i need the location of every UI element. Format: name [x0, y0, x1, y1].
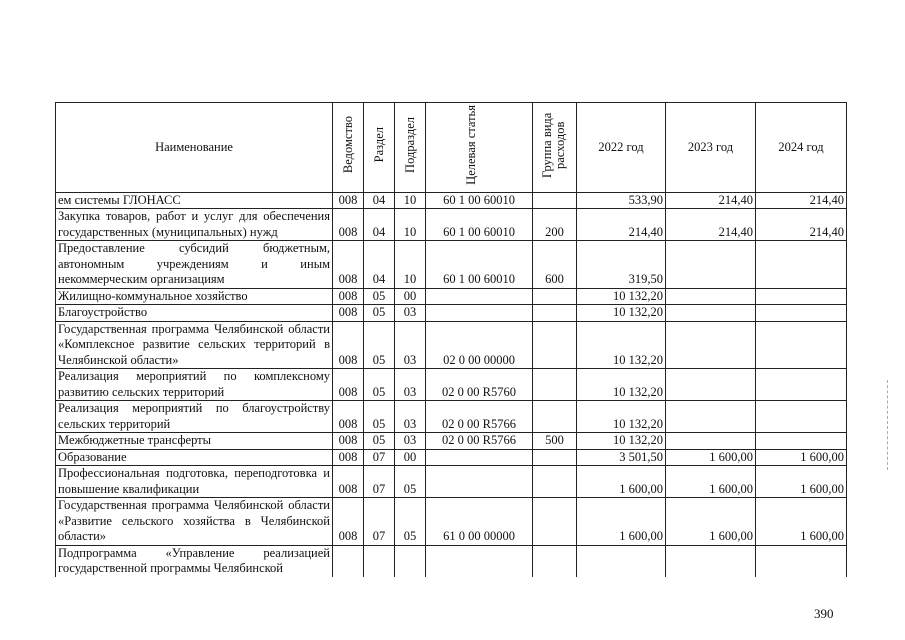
row-podrazdel: 03: [395, 369, 426, 401]
row-podrazdel: 03: [395, 401, 426, 433]
row-name: Образование: [56, 449, 333, 466]
row-2023: 214,40: [666, 192, 756, 209]
row-gruppa: 500: [533, 433, 577, 450]
row-gruppa: [533, 449, 577, 466]
row-2022: 10 132,20: [577, 288, 666, 305]
header-podrazdel: Подраздел: [395, 103, 426, 193]
table-row: [56, 321, 847, 369]
row-name: ем системы ГЛОНАСС: [56, 192, 333, 209]
row-2022: 10 132,20: [577, 433, 666, 450]
row-2024: 1 600,00: [756, 449, 847, 466]
row-2024: [756, 545, 847, 577]
row-2024: [756, 241, 847, 289]
row-2024: [756, 433, 847, 450]
row-2023: 1 600,00: [666, 466, 756, 498]
row-2022: 1 600,00: [577, 498, 666, 546]
row-podrazdel: 10: [395, 241, 426, 289]
row-razdel: 07: [364, 466, 395, 498]
row-vedomstvo: 008: [333, 449, 364, 466]
page-number: 390: [814, 606, 834, 621]
header-row: [56, 103, 847, 193]
row-podrazdel: 05: [395, 466, 426, 498]
row-vedomstvo: 008: [333, 321, 364, 369]
budget-table: [55, 102, 847, 577]
row-razdel: 05: [364, 288, 395, 305]
row-razdel: 04: [364, 241, 395, 289]
row-2023: [666, 369, 756, 401]
row-2022: [577, 545, 666, 577]
row-celevaya-statya: [426, 545, 533, 577]
row-vedomstvo: 008: [333, 305, 364, 322]
row-name: Предоставление субсидий бюджетным, автономным учреждениям и иным некоммерческим организациям: [56, 241, 333, 289]
row-gruppa: [533, 466, 577, 498]
row-razdel: [364, 545, 395, 577]
row-gruppa: [533, 288, 577, 305]
row-podrazdel: 10: [395, 209, 426, 241]
row-vedomstvo: 008: [333, 369, 364, 401]
row-name: Государственная программа Челябинской области «Развитие сельского хозяйства в Челябинской области»: [56, 498, 333, 546]
table-body: [56, 192, 847, 577]
row-vedomstvo: 008: [333, 433, 364, 450]
header-2022: 2022 год: [577, 103, 666, 193]
row-name: Государственная программа Челябинской области «Комплексное развитие сельских территорий в Челябинской области»: [56, 321, 333, 369]
row-2023: 214,40: [666, 209, 756, 241]
row-gruppa: 600: [533, 241, 577, 289]
row-podrazdel: [395, 545, 426, 577]
row-2024: [756, 321, 847, 369]
row-celevaya-statya: [426, 449, 533, 466]
row-podrazdel: 03: [395, 305, 426, 322]
row-razdel: 04: [364, 209, 395, 241]
row-2024: [756, 401, 847, 433]
table-row: [56, 449, 847, 466]
row-name: Жилищно-коммунальное хозяйство: [56, 288, 333, 305]
table-row: [56, 192, 847, 209]
row-vedomstvo: [333, 545, 364, 577]
row-name: Подпрограмма «Управление реализацией государственной программы Челябинской: [56, 545, 333, 577]
row-podrazdel: 10: [395, 192, 426, 209]
row-gruppa: [533, 369, 577, 401]
row-2023: [666, 305, 756, 322]
row-2022: 10 132,20: [577, 305, 666, 322]
row-razdel: 07: [364, 498, 395, 546]
row-name: Профессиональная подготовка, переподготовка и повышение квалификации: [56, 466, 333, 498]
header-gruppa-vida-rashodov: Группа вида расходов: [533, 103, 577, 193]
row-celevaya-statya: 61 0 00 00000: [426, 498, 533, 546]
row-podrazdel: 03: [395, 321, 426, 369]
row-razdel: 05: [364, 321, 395, 369]
row-razdel: 05: [364, 369, 395, 401]
row-vedomstvo: 008: [333, 241, 364, 289]
table-row: [56, 209, 847, 241]
row-2023: [666, 433, 756, 450]
row-2022: 533,90: [577, 192, 666, 209]
header-vedomstvo: Ведомство: [333, 103, 364, 193]
row-2022: 10 132,20: [577, 321, 666, 369]
row-podrazdel: 03: [395, 433, 426, 450]
row-2023: 1 600,00: [666, 498, 756, 546]
row-celevaya-statya: [426, 288, 533, 305]
row-2023: 1 600,00: [666, 449, 756, 466]
row-gruppa: [533, 498, 577, 546]
row-2022: 3 501,50: [577, 449, 666, 466]
row-2022: 10 132,20: [577, 401, 666, 433]
table-row: [56, 498, 847, 546]
row-2024: 214,40: [756, 209, 847, 241]
row-gruppa: [533, 401, 577, 433]
header-celevaya-statya: Целевая статья: [426, 103, 533, 193]
row-vedomstvo: 008: [333, 209, 364, 241]
row-2023: [666, 241, 756, 289]
row-podrazdel: 00: [395, 449, 426, 466]
row-2024: 214,40: [756, 192, 847, 209]
table-row: [56, 369, 847, 401]
margin-mark: [887, 380, 889, 470]
row-2022: 319,50: [577, 241, 666, 289]
row-2022: 1 600,00: [577, 466, 666, 498]
row-2024: 1 600,00: [756, 498, 847, 546]
row-razdel: 04: [364, 192, 395, 209]
row-razdel: 05: [364, 401, 395, 433]
table-row: [56, 401, 847, 433]
row-razdel: 05: [364, 305, 395, 322]
header-2024: 2024 год: [756, 103, 847, 193]
row-celevaya-statya: 02 0 00 R5766: [426, 401, 533, 433]
row-gruppa: [533, 192, 577, 209]
row-2023: [666, 321, 756, 369]
row-name: Закупка товаров, работ и услуг для обеспечения государственных (муниципальных) нужд: [56, 209, 333, 241]
row-2022: 214,40: [577, 209, 666, 241]
header-2023: 2023 год: [666, 103, 756, 193]
row-celevaya-statya: [426, 466, 533, 498]
row-celevaya-statya: 02 0 00 R5760: [426, 369, 533, 401]
row-2024: [756, 369, 847, 401]
header-name: Наименование: [56, 103, 333, 193]
row-podrazdel: 05: [395, 498, 426, 546]
table-row: [56, 288, 847, 305]
table-row: [56, 433, 847, 450]
row-2023: [666, 545, 756, 577]
table-row: [56, 466, 847, 498]
row-razdel: 05: [364, 433, 395, 450]
table-row: [56, 241, 847, 289]
row-2024: [756, 305, 847, 322]
row-celevaya-statya: 02 0 00 R5766: [426, 433, 533, 450]
table-row: [56, 305, 847, 322]
table-row: [56, 545, 847, 577]
row-name: Благоустройство: [56, 305, 333, 322]
row-vedomstvo: 008: [333, 288, 364, 305]
row-gruppa: [533, 321, 577, 369]
row-2024: 1 600,00: [756, 466, 847, 498]
header-razdel: Раздел: [364, 103, 395, 193]
row-celevaya-statya: [426, 305, 533, 322]
row-vedomstvo: 008: [333, 498, 364, 546]
row-name: Межбюджетные трансферты: [56, 433, 333, 450]
row-celevaya-statya: 60 1 00 60010: [426, 241, 533, 289]
row-2024: [756, 288, 847, 305]
row-gruppa: [533, 545, 577, 577]
row-2022: 10 132,20: [577, 369, 666, 401]
row-razdel: 07: [364, 449, 395, 466]
row-celevaya-statya: 60 1 00 60010: [426, 209, 533, 241]
row-podrazdel: 00: [395, 288, 426, 305]
row-celevaya-statya: 60 1 00 60010: [426, 192, 533, 209]
row-vedomstvo: 008: [333, 401, 364, 433]
row-name: Реализация мероприятий по комплексному развитию сельских территорий: [56, 369, 333, 401]
row-celevaya-statya: 02 0 00 00000: [426, 321, 533, 369]
row-gruppa: 200: [533, 209, 577, 241]
row-vedomstvo: 008: [333, 192, 364, 209]
row-2023: [666, 288, 756, 305]
row-2023: [666, 401, 756, 433]
row-gruppa: [533, 305, 577, 322]
row-name: Реализация мероприятий по благоустройству сельских территорий: [56, 401, 333, 433]
row-vedomstvo: 008: [333, 466, 364, 498]
